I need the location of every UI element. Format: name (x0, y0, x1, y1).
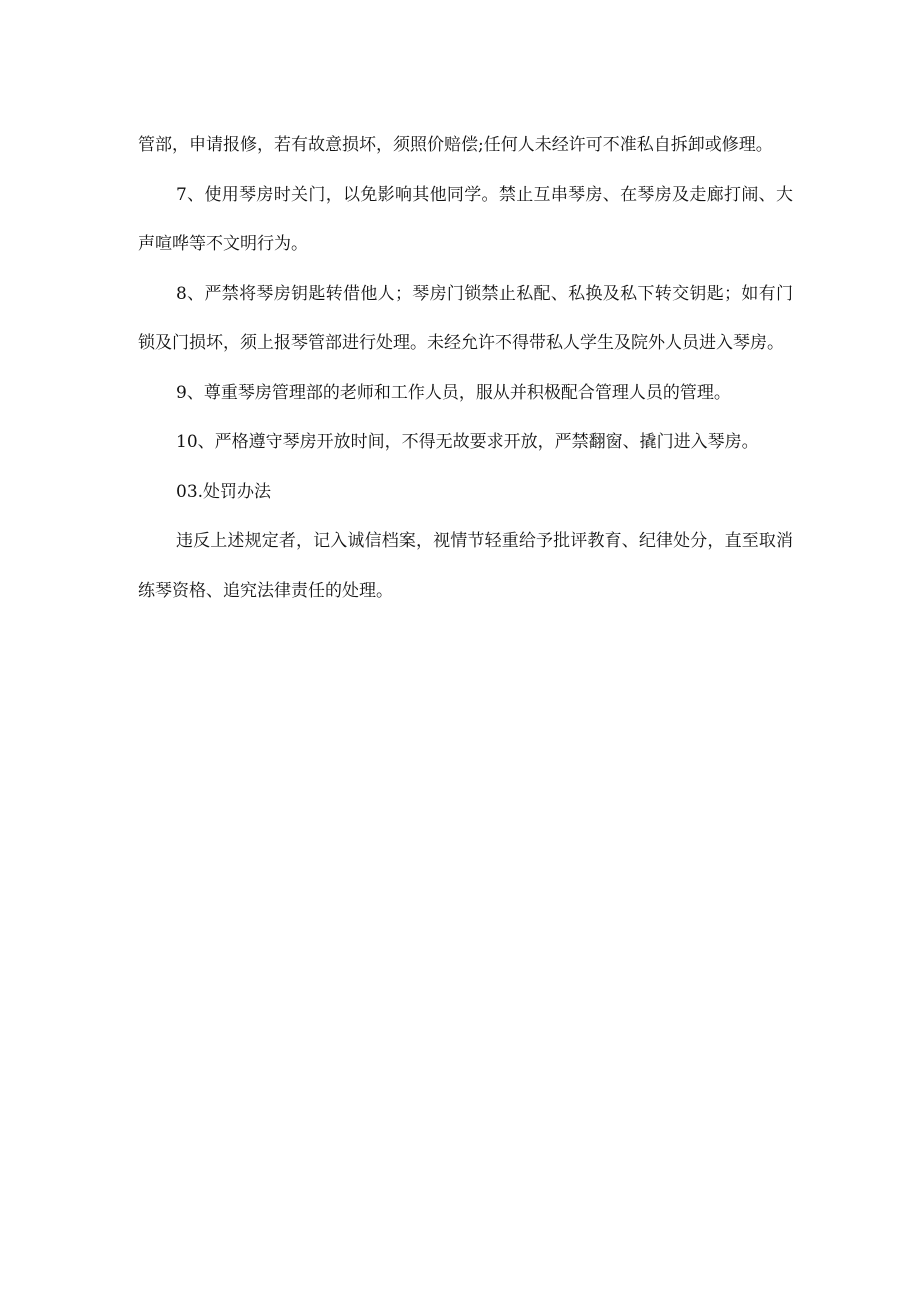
paragraph-continuation: 管部，申请报修，若有故意损坏，须照价赔偿;任何人未经许可不准私自拆卸或修理。 (138, 135, 773, 155)
paragraph-rule-10: 10、严格遵守琴房开放时间，不得无故要求开放，严禁翻窗、撬门进入琴房。 (176, 432, 759, 452)
paragraph-rule-8: 8、严禁将琴房钥匙转借他人；琴房门锁禁止私配、私换及私下转交钥匙；如有门锁及门损坏，须上报琴管部进行处理。未经允许不得带私人学生及院外人员进入琴房。 (138, 283, 793, 353)
paragraph-penalty-text: 违反上述规定者，记入诚信档案，视情节轻重给予批评教育、纪律处分，直至取消练琴资格、追究法律责任的处理。 (138, 531, 793, 601)
section-heading-penalties: 03.处罚办法 (176, 481, 272, 502)
paragraph-rule-9: 9、尊重琴房管理部的老师和工作人员，服从并积极配合管理人员的管理。 (176, 382, 731, 403)
paragraph-rule-7: 7、使用琴房时关门，以免影响其他同学。禁止互串琴房、在琴房及走廊打闹、大声喧哗等不文明行为。 (138, 184, 793, 254)
document-body (138, 121, 793, 616)
